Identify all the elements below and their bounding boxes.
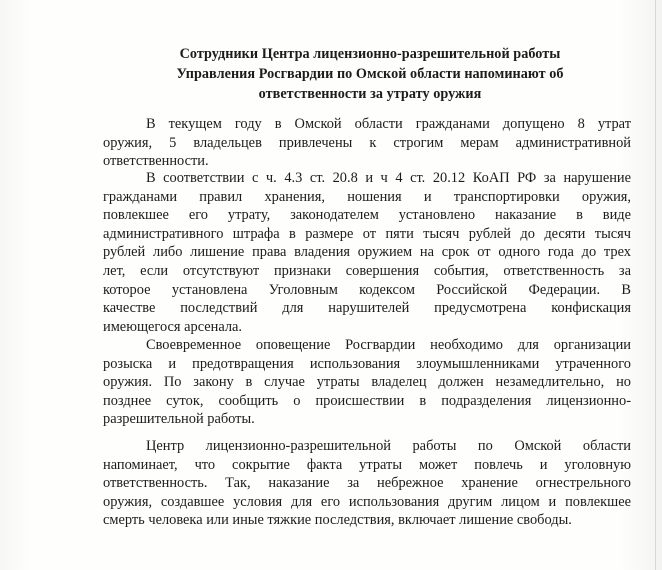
- title-line: Сотрудники Центра лицензионно-разрешительной работы: [179, 46, 561, 62]
- paragraph-legal-penalties: [103, 169, 631, 336]
- text-line: рублей либо лишение права владения оружием на срок от одного года до трех: [103, 244, 631, 261]
- text-line: позднее суток, сообщить о происшествии в подразделения лицензионно-: [103, 392, 631, 409]
- text-line: В соответствии с ч. 4.3 ст. 20.8 и ч 4 ст. 20.12 КоАП РФ за нарушение: [146, 170, 631, 186]
- text-line: имеющегося арсенала.: [103, 318, 243, 335]
- text-line: Своевременное оповещение Росгвардии необходимо для организации: [146, 337, 631, 353]
- text-line: ответственности.: [103, 153, 209, 170]
- text-line: напоминает, что сокрытие факта утраты может повлечь и уголовную: [103, 456, 631, 473]
- text-line: оружия, создавшее условия для его использования другим лицом и повлекшее: [103, 493, 631, 510]
- text-line: качестве последствий для нарушителей предусмотрена конфискация: [103, 300, 631, 317]
- text-line: гражданами правил хранения, ношения и транспортировки оружия,: [103, 188, 631, 205]
- page-edge-divider: [655, 0, 656, 570]
- paragraph-weapon-losses: [103, 115, 631, 171]
- text-line: оружия. По закону в случае утраты владелец должен незамедлительно, но: [103, 374, 631, 391]
- title-line: ответственности за утрату оружия: [258, 86, 482, 102]
- text-line: смерть человека или иные тяжкие последствия, включает лишение свободы.: [103, 512, 572, 529]
- text-line: оружия, 5 владельцев привлечены к строгим мерам административной: [103, 134, 631, 151]
- document-title: [150, 44, 590, 104]
- text-line: лет, если отсутствуют признаки совершения события, ответственность за: [103, 262, 631, 279]
- text-line: которое установлена Уголовным кодексом Российской Федерации. В: [103, 281, 631, 298]
- text-line: разрешительной работы.: [103, 411, 255, 428]
- text-line: Центр лицензионно-разрешительной работы по Омской области: [146, 438, 631, 454]
- title-line: Управления Росгвардии по Омской области напоминают об: [176, 66, 564, 82]
- text-line: административного штрафа в размере от пяти тысяч рублей до десяти тысяч: [103, 225, 631, 242]
- text-line: ответственность. Так, наказание за небрежное хранение огнестрельного: [103, 475, 631, 492]
- text-line: повлекшее его утрату, законодателем установлено наказание в виде: [103, 207, 631, 224]
- paragraph-criminal-liability: [103, 437, 631, 530]
- text-line: розыска и предотвращения использования злоумышленниками утраченного: [103, 355, 631, 372]
- paragraph-timely-notification: [103, 336, 631, 429]
- text-line: В текущем году в Омской области гражданами допущено 8 утрат: [146, 116, 631, 132]
